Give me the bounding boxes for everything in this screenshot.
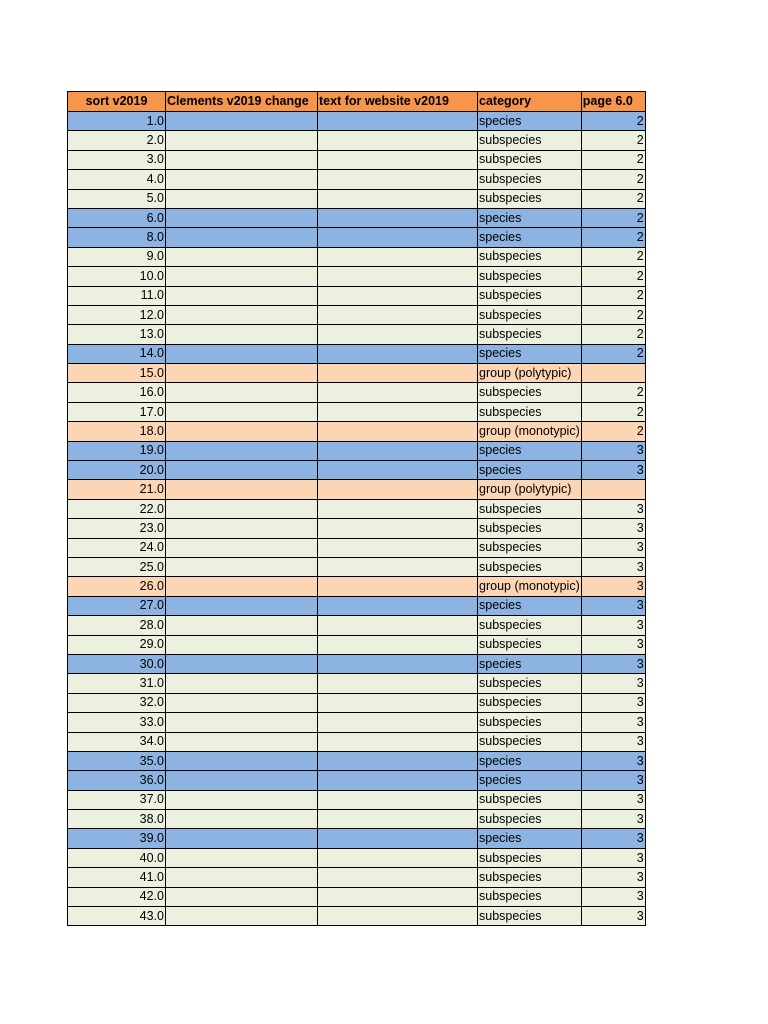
table-row (68, 751, 646, 770)
table-row (68, 519, 646, 538)
cell-sort[interactable]: 4.0 (68, 170, 166, 189)
table-row (68, 208, 646, 227)
cell-page[interactable]: 2 (581, 189, 645, 208)
cell-category[interactable]: subspecies (478, 170, 582, 189)
table-row (68, 150, 646, 169)
cell-sort[interactable]: 27.0 (68, 596, 166, 615)
cell-text[interactable] (318, 829, 478, 848)
cell-category[interactable]: species (478, 596, 582, 615)
cell-category[interactable]: subspecies (478, 267, 582, 286)
header-page[interactable]: page 6.0 (581, 92, 645, 112)
cell-change[interactable] (166, 170, 318, 189)
table-row (68, 829, 646, 848)
cell-sort[interactable]: 42.0 (68, 887, 166, 906)
cell-text[interactable] (318, 112, 478, 131)
cell-text[interactable] (318, 732, 478, 751)
cell-change[interactable] (166, 829, 318, 848)
table-row (68, 557, 646, 576)
cell-sort[interactable]: 33.0 (68, 713, 166, 732)
cell-change[interactable] (166, 461, 318, 480)
cell-page[interactable]: 2 (581, 286, 645, 305)
cell-change[interactable] (166, 771, 318, 790)
cell-page[interactable]: 3 (581, 713, 645, 732)
cell-page[interactable]: 3 (581, 693, 645, 712)
table-row (68, 635, 646, 654)
cell-category[interactable]: species (478, 344, 582, 363)
cell-sort[interactable]: 31.0 (68, 674, 166, 693)
cell-sort[interactable]: 14.0 (68, 344, 166, 363)
cell-text[interactable] (318, 208, 478, 227)
cell-category[interactable]: species (478, 654, 582, 673)
cell-change[interactable] (166, 499, 318, 518)
table-row (68, 441, 646, 460)
cell-sort[interactable]: 3.0 (68, 150, 166, 169)
table-row (68, 228, 646, 247)
table-row (68, 616, 646, 635)
cell-page[interactable]: 3 (581, 790, 645, 809)
cell-text[interactable] (318, 383, 478, 402)
cell-change[interactable] (166, 519, 318, 538)
table-row (68, 267, 646, 286)
table-row (68, 732, 646, 751)
cell-page[interactable]: 3 (581, 829, 645, 848)
header-row (68, 92, 646, 112)
cell-sort[interactable]: 22.0 (68, 499, 166, 518)
cell-sort[interactable]: 26.0 (68, 577, 166, 596)
cell-change[interactable] (166, 344, 318, 363)
cell-sort[interactable]: 19.0 (68, 441, 166, 460)
cell-change[interactable] (166, 596, 318, 615)
cell-text[interactable] (318, 713, 478, 732)
cell-change[interactable] (166, 305, 318, 324)
cell-category[interactable]: subspecies (478, 674, 582, 693)
header-text[interactable]: text for website v2019 (318, 92, 478, 112)
cell-page[interactable]: 3 (581, 887, 645, 906)
table-row (68, 286, 646, 305)
cell-page[interactable]: 2 (581, 112, 645, 131)
cell-text[interactable] (318, 848, 478, 867)
cell-text[interactable] (318, 771, 478, 790)
cell-text[interactable] (318, 887, 478, 906)
cell-change[interactable] (166, 267, 318, 286)
cell-category[interactable]: species (478, 771, 582, 790)
cell-change[interactable] (166, 848, 318, 867)
cell-sort[interactable]: 40.0 (68, 848, 166, 867)
cell-category[interactable]: subspecies (478, 538, 582, 557)
cell-text[interactable] (318, 557, 478, 576)
cell-category[interactable]: subspecies (478, 635, 582, 654)
cell-page[interactable]: 3 (581, 538, 645, 557)
cell-change[interactable] (166, 557, 318, 576)
cell-sort[interactable]: 37.0 (68, 790, 166, 809)
cell-sort[interactable]: 36.0 (68, 771, 166, 790)
cell-change[interactable] (166, 751, 318, 770)
cell-category[interactable]: subspecies (478, 247, 582, 266)
cell-category[interactable]: species (478, 208, 582, 227)
cell-page[interactable]: 2 (581, 267, 645, 286)
cell-sort[interactable]: 30.0 (68, 654, 166, 673)
cell-page[interactable]: 3 (581, 654, 645, 673)
cell-text[interactable] (318, 674, 478, 693)
cell-sort[interactable]: 25.0 (68, 557, 166, 576)
cell-category[interactable]: group (monotypic) (478, 577, 582, 596)
cell-text[interactable] (318, 344, 478, 363)
cell-sort[interactable]: 17.0 (68, 402, 166, 421)
table-row (68, 907, 646, 926)
cell-text[interactable] (318, 286, 478, 305)
cell-category[interactable]: subspecies (478, 693, 582, 712)
cell-page[interactable]: 2 (581, 170, 645, 189)
cell-text[interactable] (318, 247, 478, 266)
header-category[interactable]: category (478, 92, 582, 112)
cell-page[interactable]: 3 (581, 868, 645, 887)
cell-category[interactable]: subspecies (478, 732, 582, 751)
table-row (68, 713, 646, 732)
cell-category[interactable]: group (monotypic) (478, 422, 582, 441)
cell-sort[interactable]: 16.0 (68, 383, 166, 402)
cell-text[interactable] (318, 305, 478, 324)
table-row (68, 810, 646, 829)
cell-change[interactable] (166, 247, 318, 266)
cell-page[interactable]: 3 (581, 635, 645, 654)
cell-sort[interactable]: 5.0 (68, 189, 166, 208)
cell-sort[interactable]: 32.0 (68, 693, 166, 712)
table-row (68, 538, 646, 557)
table-row (68, 887, 646, 906)
cell-page[interactable]: 3 (581, 557, 645, 576)
cell-change[interactable] (166, 189, 318, 208)
cell-page[interactable] (581, 480, 645, 499)
cell-change[interactable] (166, 616, 318, 635)
cell-category[interactable]: group (polytypic) (478, 480, 582, 499)
table-row (68, 790, 646, 809)
cell-text[interactable] (318, 693, 478, 712)
cell-change[interactable] (166, 480, 318, 499)
cell-text[interactable] (318, 616, 478, 635)
cell-sort[interactable]: 21.0 (68, 480, 166, 499)
cell-page[interactable]: 3 (581, 771, 645, 790)
cell-sort[interactable]: 18.0 (68, 422, 166, 441)
spreadsheet (67, 91, 646, 926)
cell-category[interactable]: subspecies (478, 150, 582, 169)
cell-category[interactable]: subspecies (478, 519, 582, 538)
table-row (68, 344, 646, 363)
cell-sort[interactable]: 8.0 (68, 228, 166, 247)
cell-page[interactable]: 2 (581, 305, 645, 324)
table-row (68, 654, 646, 673)
cell-sort[interactable]: 29.0 (68, 635, 166, 654)
cell-text[interactable] (318, 519, 478, 538)
cell-page[interactable]: 3 (581, 616, 645, 635)
cell-change[interactable] (166, 713, 318, 732)
header-change[interactable]: Clements v2019 change (166, 92, 318, 112)
cell-change[interactable] (166, 383, 318, 402)
cell-change[interactable] (166, 364, 318, 383)
table-row (68, 848, 646, 867)
cell-text[interactable] (318, 480, 478, 499)
table-row (68, 383, 646, 402)
cell-page[interactable]: 3 (581, 596, 645, 615)
cell-category[interactable]: subspecies (478, 907, 582, 926)
cell-text[interactable] (318, 499, 478, 518)
cell-text[interactable] (318, 267, 478, 286)
cell-page[interactable]: 3 (581, 674, 645, 693)
table-row (68, 771, 646, 790)
cell-category[interactable]: subspecies (478, 868, 582, 887)
cell-sort[interactable]: 34.0 (68, 732, 166, 751)
table-row (68, 131, 646, 150)
taxonomy-table (67, 91, 646, 926)
cell-sort[interactable]: 1.0 (68, 112, 166, 131)
table-row (68, 325, 646, 344)
header-sort[interactable]: sort v2019 (68, 92, 166, 112)
cell-text[interactable] (318, 228, 478, 247)
cell-page[interactable]: 3 (581, 499, 645, 518)
cell-text[interactable] (318, 441, 478, 460)
table-row (68, 402, 646, 421)
cell-sort[interactable]: 10.0 (68, 267, 166, 286)
cell-category[interactable]: subspecies (478, 131, 582, 150)
cell-page[interactable]: 2 (581, 422, 645, 441)
cell-category[interactable]: subspecies (478, 499, 582, 518)
cell-page[interactable] (581, 364, 645, 383)
cell-text[interactable] (318, 325, 478, 344)
cell-text[interactable] (318, 189, 478, 208)
cell-page[interactable]: 3 (581, 751, 645, 770)
cell-change[interactable] (166, 635, 318, 654)
cell-text[interactable] (318, 635, 478, 654)
cell-text[interactable] (318, 654, 478, 673)
cell-page[interactable]: 2 (581, 150, 645, 169)
cell-page[interactable]: 3 (581, 441, 645, 460)
cell-change[interactable] (166, 654, 318, 673)
table-row (68, 170, 646, 189)
cell-category[interactable]: species (478, 112, 582, 131)
cell-page[interactable]: 3 (581, 810, 645, 829)
cell-page[interactable]: 2 (581, 247, 645, 266)
cell-sort[interactable]: 11.0 (68, 286, 166, 305)
table-row (68, 868, 646, 887)
cell-change[interactable] (166, 693, 318, 712)
cell-text[interactable] (318, 751, 478, 770)
cell-change[interactable] (166, 907, 318, 926)
cell-page[interactable]: 2 (581, 402, 645, 421)
cell-change[interactable] (166, 228, 318, 247)
cell-category[interactable]: subspecies (478, 616, 582, 635)
cell-category[interactable]: subspecies (478, 810, 582, 829)
cell-sort[interactable]: 6.0 (68, 208, 166, 227)
table-body (68, 112, 646, 926)
table-row (68, 577, 646, 596)
cell-page[interactable]: 2 (581, 131, 645, 150)
cell-category[interactable]: subspecies (478, 305, 582, 324)
table-row (68, 461, 646, 480)
cell-category[interactable]: subspecies (478, 402, 582, 421)
cell-page[interactable]: 3 (581, 519, 645, 538)
cell-change[interactable] (166, 674, 318, 693)
cell-change[interactable] (166, 577, 318, 596)
cell-page[interactable]: 3 (581, 907, 645, 926)
cell-category[interactable]: group (polytypic) (478, 364, 582, 383)
cell-text[interactable] (318, 577, 478, 596)
cell-category[interactable]: subspecies (478, 325, 582, 344)
cell-sort[interactable]: 15.0 (68, 364, 166, 383)
table-row (68, 364, 646, 383)
cell-sort[interactable]: 2.0 (68, 131, 166, 150)
cell-category[interactable]: subspecies (478, 286, 582, 305)
cell-category[interactable]: species (478, 751, 582, 770)
table-row (68, 693, 646, 712)
cell-text[interactable] (318, 538, 478, 557)
cell-page[interactable]: 2 (581, 228, 645, 247)
cell-change[interactable] (166, 810, 318, 829)
cell-category[interactable]: species (478, 228, 582, 247)
cell-sort[interactable]: 12.0 (68, 305, 166, 324)
cell-change[interactable] (166, 402, 318, 421)
cell-change[interactable] (166, 538, 318, 557)
cell-text[interactable] (318, 364, 478, 383)
cell-sort[interactable]: 28.0 (68, 616, 166, 635)
cell-page[interactable]: 2 (581, 325, 645, 344)
cell-page[interactable]: 3 (581, 848, 645, 867)
cell-page[interactable]: 2 (581, 208, 645, 227)
cell-category[interactable]: subspecies (478, 557, 582, 576)
cell-text[interactable] (318, 402, 478, 421)
table-row (68, 112, 646, 131)
cell-page[interactable]: 3 (581, 461, 645, 480)
cell-change[interactable] (166, 887, 318, 906)
table-row (68, 305, 646, 324)
cell-change[interactable] (166, 286, 318, 305)
cell-text[interactable] (318, 810, 478, 829)
cell-sort[interactable]: 43.0 (68, 907, 166, 926)
cell-sort[interactable]: 9.0 (68, 247, 166, 266)
cell-category[interactable]: subspecies (478, 848, 582, 867)
table-row (68, 596, 646, 615)
cell-sort[interactable]: 39.0 (68, 829, 166, 848)
cell-sort[interactable]: 38.0 (68, 810, 166, 829)
cell-category[interactable]: subspecies (478, 887, 582, 906)
cell-page[interactable]: 2 (581, 344, 645, 363)
cell-change[interactable] (166, 112, 318, 131)
cell-sort[interactable]: 41.0 (68, 868, 166, 887)
cell-page[interactable]: 2 (581, 383, 645, 402)
cell-sort[interactable]: 24.0 (68, 538, 166, 557)
cell-category[interactable]: subspecies (478, 189, 582, 208)
cell-page[interactable]: 3 (581, 732, 645, 751)
cell-page[interactable]: 3 (581, 577, 645, 596)
cell-category[interactable]: species (478, 829, 582, 848)
cell-text[interactable] (318, 461, 478, 480)
cell-text[interactable] (318, 150, 478, 169)
cell-change[interactable] (166, 325, 318, 344)
table-row (68, 422, 646, 441)
cell-category[interactable]: subspecies (478, 790, 582, 809)
cell-text[interactable] (318, 868, 478, 887)
cell-text[interactable] (318, 422, 478, 441)
cell-change[interactable] (166, 441, 318, 460)
cell-category[interactable]: subspecies (478, 383, 582, 402)
cell-text[interactable] (318, 907, 478, 926)
cell-text[interactable] (318, 596, 478, 615)
cell-sort[interactable]: 35.0 (68, 751, 166, 770)
cell-sort[interactable]: 20.0 (68, 461, 166, 480)
cell-change[interactable] (166, 150, 318, 169)
cell-category[interactable]: species (478, 461, 582, 480)
cell-change[interactable] (166, 208, 318, 227)
table-row (68, 499, 646, 518)
cell-change[interactable] (166, 422, 318, 441)
cell-change[interactable] (166, 790, 318, 809)
cell-change[interactable] (166, 868, 318, 887)
cell-text[interactable] (318, 790, 478, 809)
cell-change[interactable] (166, 732, 318, 751)
table-row (68, 247, 646, 266)
cell-sort[interactable]: 13.0 (68, 325, 166, 344)
cell-sort[interactable]: 23.0 (68, 519, 166, 538)
table-row (68, 674, 646, 693)
cell-category[interactable]: species (478, 441, 582, 460)
cell-text[interactable] (318, 131, 478, 150)
table-row (68, 189, 646, 208)
cell-text[interactable] (318, 170, 478, 189)
table-row (68, 480, 646, 499)
cell-category[interactable]: subspecies (478, 713, 582, 732)
cell-change[interactable] (166, 131, 318, 150)
